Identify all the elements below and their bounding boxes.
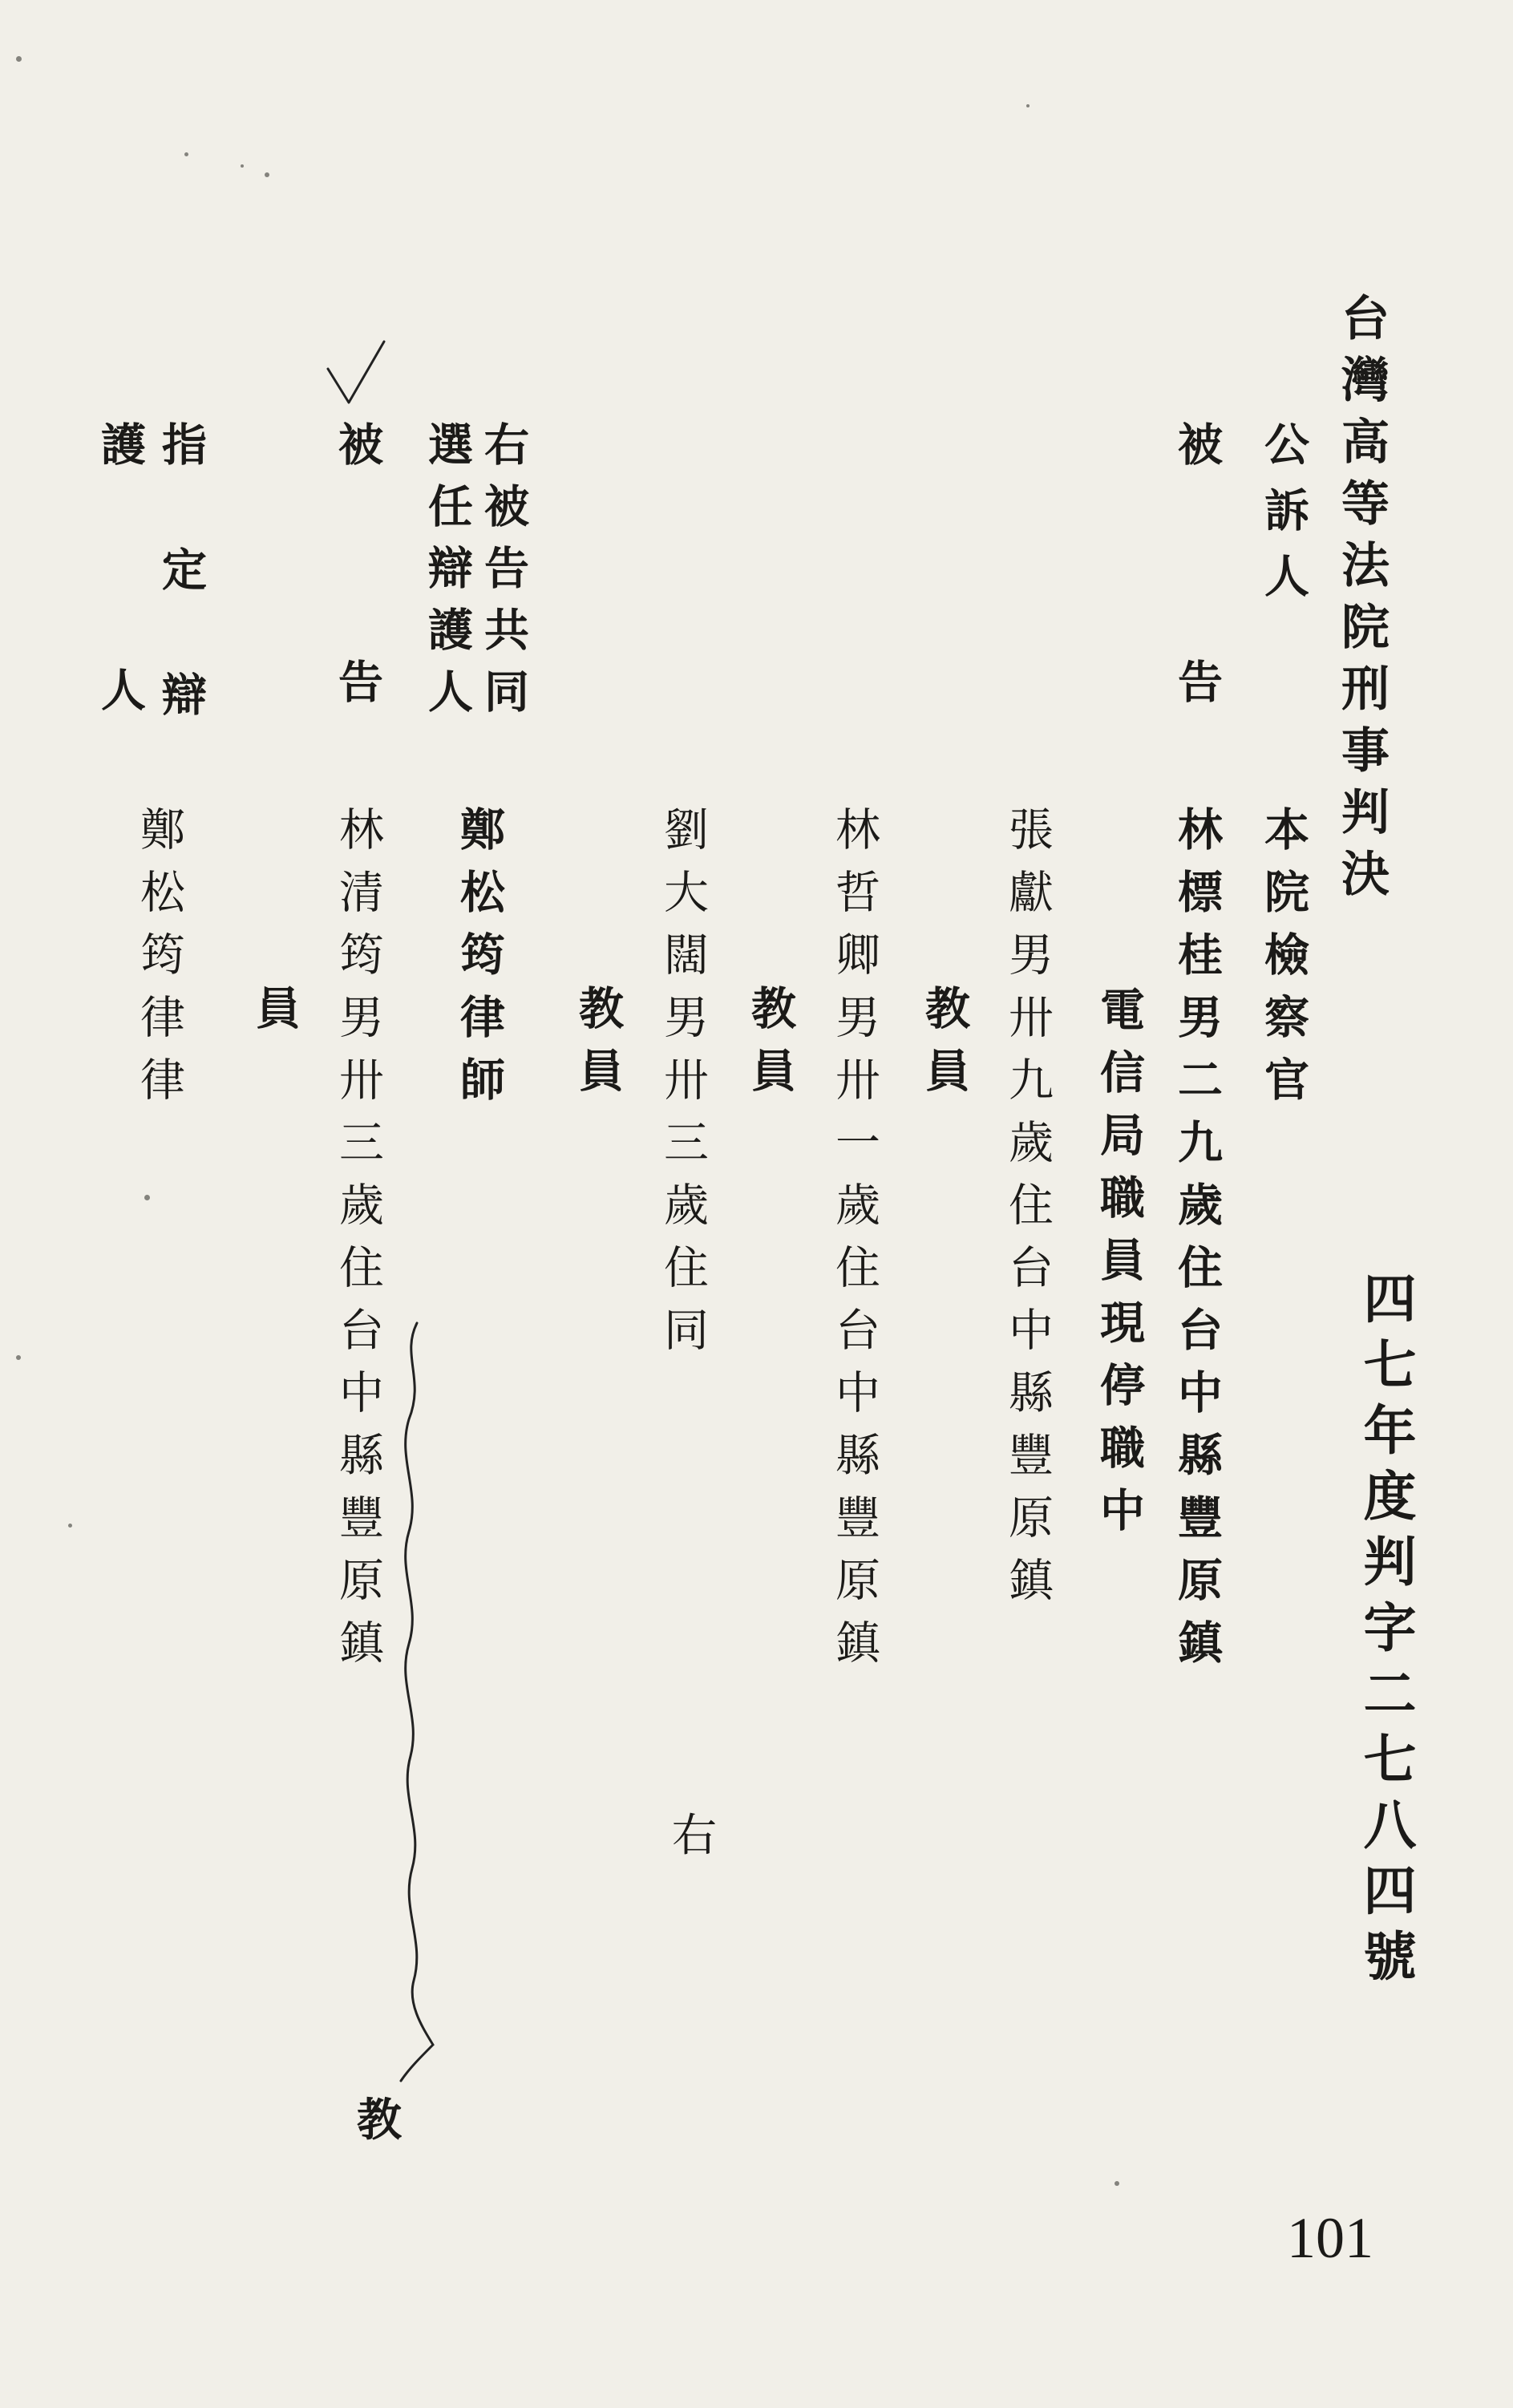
- defendant-1-line1: 林標桂男二九歲住台中縣豐原鎮: [1171, 806, 1224, 1682]
- handwritten-brace-mark: [385, 1307, 449, 2093]
- defendant-5-line1: 林清筠男卅三歲住台中縣豐原鎮: [332, 806, 384, 1682]
- defendant-4-line1: 劉大闊男卅三歲住同: [657, 806, 709, 1369]
- defendant-4-margin-mark: 右: [672, 1810, 717, 1862]
- scan-speck: [241, 164, 244, 168]
- page-number: 101: [1287, 2206, 1373, 2270]
- joint-counsel-label-1: 右被告共同: [477, 421, 530, 730]
- defendant-3-line1: 林哲卿男卅一歲住台中縣豐原鎮: [828, 806, 880, 1682]
- defendant-2-line1: 張獻男卅九歲住台中縣豐原鎮: [1001, 806, 1054, 1619]
- joint-counsel-label-2: 選任辯護人: [421, 421, 474, 730]
- scan-speck: [16, 1355, 21, 1360]
- scan-speck: [265, 172, 269, 177]
- defendant-2-line2: 教員: [918, 985, 971, 1110]
- case-number: 四七年度判字二七八四號: [1354, 1271, 1417, 1994]
- appointed-counsel-label-1: 指定辯: [155, 421, 208, 796]
- defendant-3-line2: 教員: [744, 985, 797, 1110]
- scan-speck: [184, 152, 188, 156]
- scan-speck: [1026, 104, 1030, 107]
- check-mark-icon: [325, 337, 389, 409]
- document-title: 台灣高等法院刑事判決: [1333, 293, 1390, 910]
- appointed-counsel-label-2: 護人: [94, 421, 147, 912]
- scan-speck: [144, 1195, 150, 1200]
- defendant-5-line2: 員: [249, 985, 301, 1047]
- prosecutor-label: 公訴人: [1257, 421, 1310, 618]
- defendant-1-line2: 電信局職員現停職中: [1093, 986, 1146, 1549]
- defendant-5-margin-mark: 教: [357, 2094, 402, 2147]
- scan-speck: [16, 56, 22, 62]
- defendant-label: 被告: [331, 421, 384, 896]
- joint-counsel-value: 鄭松筠律師: [453, 806, 506, 1119]
- defendant-4-line2: 教員: [572, 985, 625, 1110]
- scan-speck: [1115, 2181, 1119, 2186]
- defendant-label: 被告: [1171, 421, 1224, 896]
- appointed-counsel-value: 鄭松筠律律: [133, 806, 185, 1119]
- scan-speck: [68, 1524, 72, 1528]
- prosecutor-value: 本院檢察官: [1257, 806, 1310, 1119]
